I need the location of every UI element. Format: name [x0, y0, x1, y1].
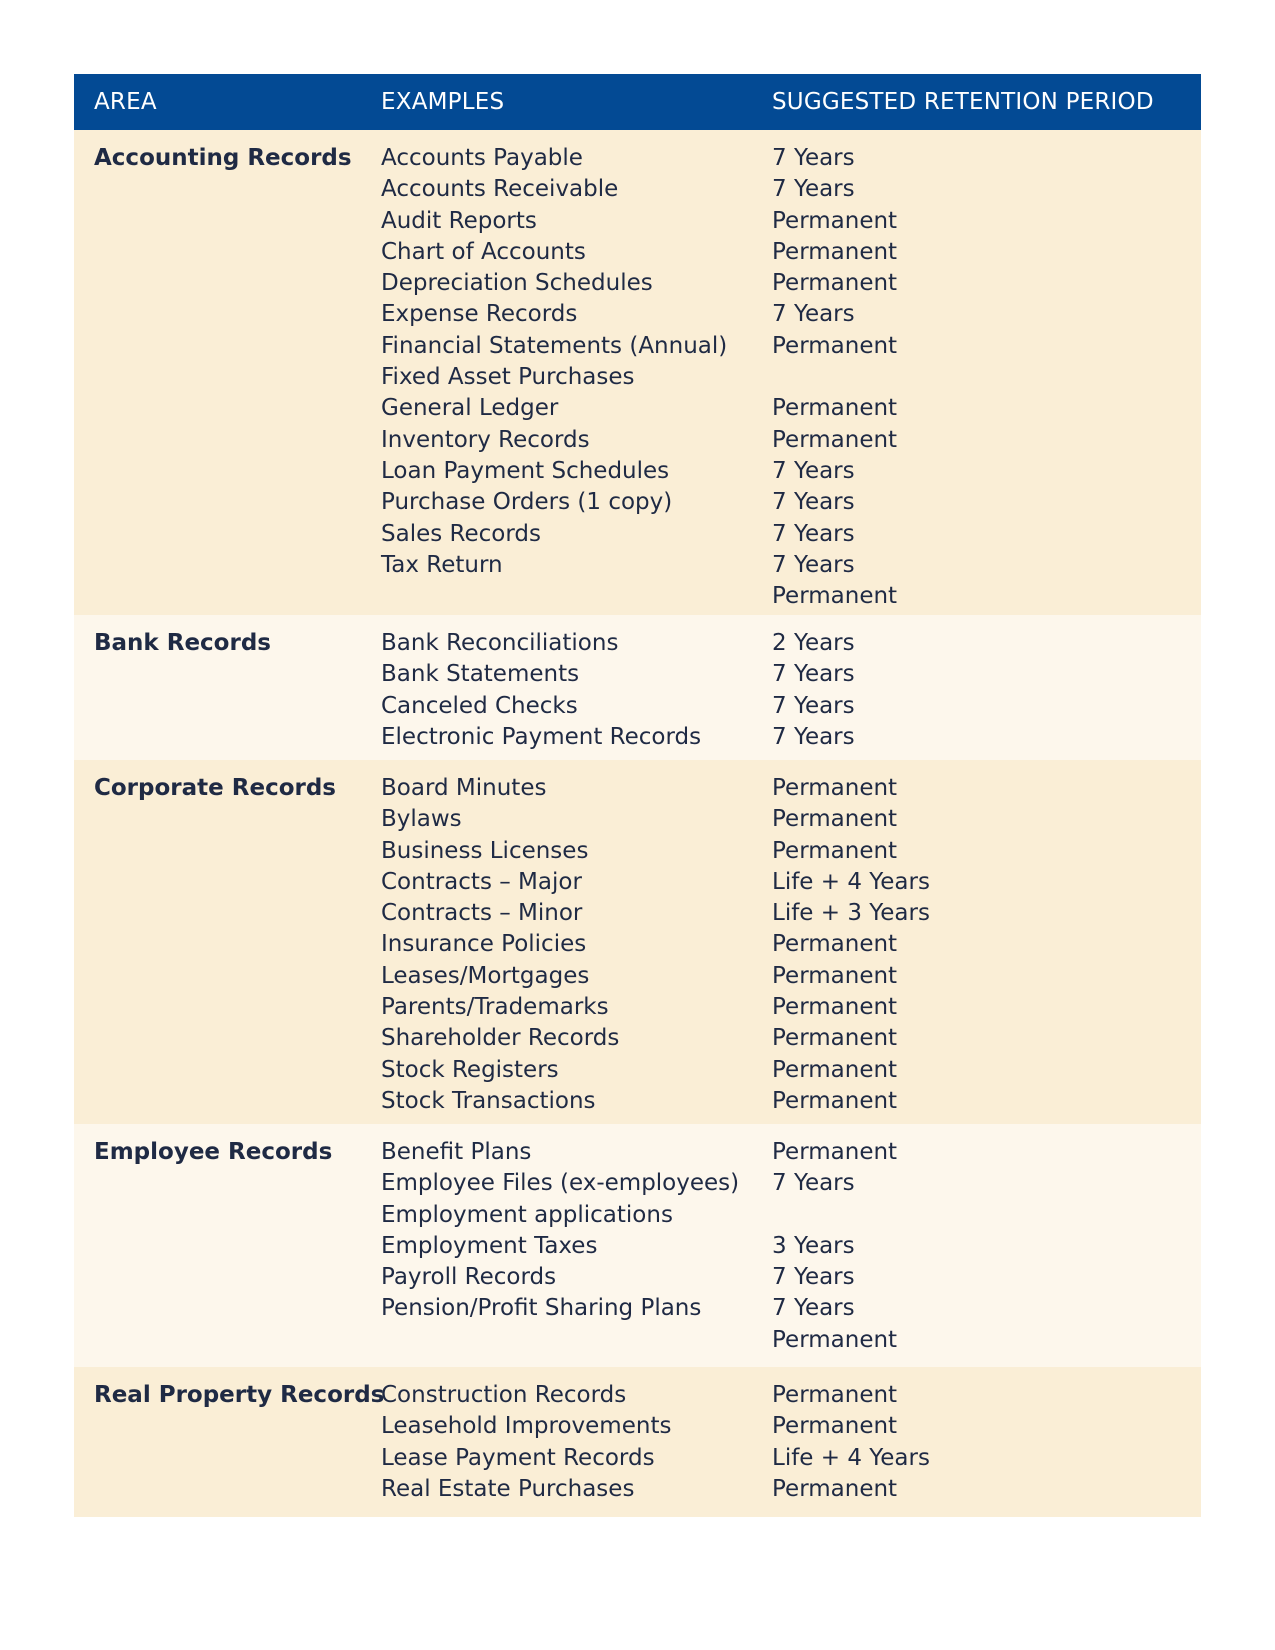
retention-item: 7 Years [772, 457, 855, 484]
example-item: Employment Taxes [381, 1232, 598, 1259]
retention-item: Permanent [772, 207, 898, 234]
retention-item: Permanent [772, 837, 898, 864]
example-item: Bylaws [381, 806, 462, 833]
examples-list [381, 143, 727, 581]
retention-item: 3 Years [772, 1232, 855, 1259]
retention-list [772, 143, 897, 612]
example-item: Payroll Records [381, 1264, 557, 1291]
example-item: Construction Records [381, 1382, 627, 1408]
retention-item: Permanent [772, 1025, 898, 1052]
example-item: Fixed Asset Purchases [381, 364, 635, 391]
examples-list [381, 773, 619, 1117]
example-item: Employee Files (ex-employees) [381, 1170, 740, 1197]
example-item: Contracts – Minor [381, 900, 583, 927]
example-item: Sales Records [381, 520, 541, 547]
example-item: Board Minutes [381, 775, 547, 801]
section-employee-records [74, 1124, 1201, 1367]
example-item: Financial Statements (Annual) [381, 332, 728, 359]
retention-list [772, 773, 930, 1117]
retention-item: Life + 4 Years [772, 868, 930, 895]
retention-item: 7 Years [772, 301, 855, 328]
retention-item: 7 Years [772, 1264, 855, 1291]
retention-item: 7 Years [772, 520, 855, 547]
retention-item: 7 Years [772, 1170, 855, 1197]
retention-list [772, 628, 855, 753]
retention-item: 2 Years [772, 630, 855, 656]
example-item: Electronic Payment Records [381, 723, 702, 750]
section-corporate-records [74, 760, 1201, 1124]
retention-item: Permanent [772, 1475, 898, 1502]
retention-item: Permanent [772, 270, 898, 297]
area-label: Accounting Records [94, 145, 352, 171]
example-item: Stock Transactions [381, 1087, 596, 1114]
example-item: Bank Statements [381, 661, 580, 688]
area-label: Corporate Records [94, 775, 336, 801]
retention-item: Permanent [772, 775, 898, 801]
retention-item: 7 Years [772, 692, 855, 719]
retention-item: Permanent [772, 1087, 898, 1114]
table-header [74, 74, 1201, 130]
example-item: Leases/Mortgages [381, 962, 590, 989]
retention-item: 7 Years [772, 489, 855, 516]
retention-item: 7 Years [772, 723, 855, 750]
retention-item: Permanent [772, 1326, 898, 1353]
example-item: Contracts – Major [381, 868, 582, 895]
retention-item: Permanent [772, 1413, 898, 1440]
header-retention: SUGGESTED RETENTION PERIOD [772, 89, 1154, 115]
section-bank-records [74, 615, 1201, 760]
examples-list [381, 1137, 739, 1325]
retention-item: 7 Years [772, 176, 855, 203]
retention-item: Permanent [772, 994, 898, 1021]
examples-list [381, 628, 701, 753]
retention-item: Permanent [772, 395, 898, 422]
example-item: Tax Return [381, 551, 503, 578]
header-area: AREA [94, 89, 157, 115]
example-item: Chart of Accounts [381, 238, 586, 265]
retention-table [74, 74, 1201, 1517]
example-item: Lease Payment Records [381, 1444, 655, 1471]
retention-item: Life + 3 Years [772, 900, 930, 927]
retention-list [772, 1137, 897, 1356]
retention-item: Permanent [772, 1056, 898, 1083]
retention-item: Permanent [772, 931, 898, 958]
example-item: Shareholder Records [381, 1025, 620, 1052]
example-item: Employment applications [381, 1201, 673, 1228]
retention-item: 7 Years [772, 551, 855, 578]
example-item: General Ledger [381, 395, 559, 422]
example-item: Depreciation Schedules [381, 270, 653, 297]
example-item: Inventory Records [381, 426, 590, 453]
section-real-property-records [74, 1367, 1201, 1517]
example-item: Accounts Receivable [381, 176, 619, 203]
retention-item: Life + 4 Years [772, 1444, 930, 1471]
retention-item: 7 Years [772, 661, 855, 688]
example-item: Purchase Orders (1 copy) [381, 489, 673, 516]
example-item: Pension/Profit Sharing Plans [381, 1295, 702, 1322]
example-item: Benefit Plans [381, 1139, 532, 1165]
retention-item: Permanent [772, 583, 898, 610]
retention-item [772, 362, 897, 393]
area-label: Bank Records [94, 630, 271, 656]
example-item: Accounts Payable [381, 145, 583, 171]
section-accounting-records [74, 130, 1201, 615]
examples-list [381, 1380, 671, 1505]
header-examples: EXAMPLES [381, 89, 505, 115]
example-item: Bank Reconciliations [381, 630, 619, 656]
example-item: Audit Reports [381, 207, 537, 234]
retention-item: 7 Years [772, 145, 855, 171]
example-item: Loan Payment Schedules [381, 457, 670, 484]
retention-item: Permanent [772, 962, 898, 989]
example-item: Stock Registers [381, 1056, 559, 1083]
example-item: Business Licenses [381, 837, 589, 864]
retention-item: Permanent [772, 426, 898, 453]
retention-item: Permanent [772, 806, 898, 833]
retention-item [772, 1200, 897, 1231]
retention-item: Permanent [772, 1382, 898, 1408]
area-label: Real Property Records [94, 1382, 385, 1408]
retention-item: Permanent [772, 238, 898, 265]
retention-item: Permanent [772, 332, 898, 359]
example-item: Insurance Policies [381, 931, 587, 958]
example-item: Canceled Checks [381, 692, 578, 719]
retention-item: 7 Years [772, 1295, 855, 1322]
example-item: Real Estate Purchases [381, 1475, 635, 1502]
example-item: Expense Records [381, 301, 578, 328]
example-item: Leasehold Improvements [381, 1413, 672, 1440]
retention-list [772, 1380, 930, 1505]
retention-item: Permanent [772, 1139, 898, 1165]
example-item: Parents/Trademarks [381, 994, 609, 1021]
area-label: Employee Records [94, 1139, 333, 1165]
